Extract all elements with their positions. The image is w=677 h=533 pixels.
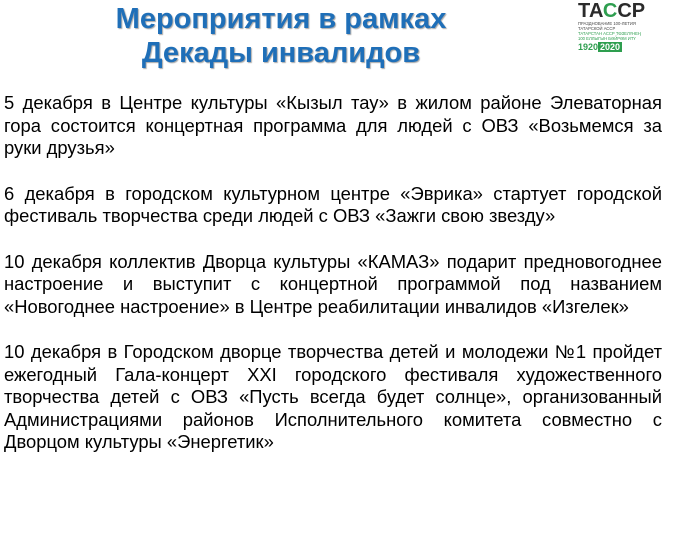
event-paragraph: 5 декабря в Центре культуры «Кызыл тау» в жилом районе Элеваторная гора состоится концертная программа для людей с ОВЗ «Возьмемся за руки друзья» (4, 92, 662, 158)
page-title-line-1: Мероприятия в рамках (115, 3, 447, 35)
logo-years: 1920 2020 (578, 42, 621, 52)
logo-caption-4: 100 ЕЛЛЫГЫН БӘЙРӘМ ИТҮ (578, 36, 636, 41)
logo-wordmark: ТАССР (578, 0, 646, 22)
page-title (0, 2, 677, 70)
event-paragraph: 10 декабря в Городском дворце творчества детей и молодежи №1 пройдет ежегодный Гала-концерт XXI городского фестиваля художественного творчества детей с ОВЗ «Пусть всегда будет солнце», организованный Администрациями районов Исполнительного комитета совместно с Дворцом культуры «Энергетик» (4, 341, 662, 452)
logo-caption-2: ТАТАРСКОЙ АССР (578, 26, 616, 31)
tassr-centenary-logo (578, 1, 674, 55)
logo-caption-3: ТАТАРСТАН АССР ТӨЗЕЛҮНЕҢ (578, 31, 641, 36)
event-paragraph: 10 декабря коллектив Дворца культуры «КАМАЗ» подарит предновогоднее настроение и выступит с концертной программой под названием «Новогоднее настроение» в Центре реабилитации инвалидов «Изгелек» (4, 250, 662, 317)
events-list (4, 92, 662, 477)
page-title-line-2: Декады инвалидов (141, 37, 421, 69)
logo-caption-1: ПРАЗДНОВАНИЕ 100-ЛЕТИЯ (578, 21, 636, 26)
event-paragraph: 6 декабря в городском культурном центре «Эврика» стартует городской фестиваль творчества среди людей с ОВЗ «Зажги свою звезду» (4, 182, 662, 226)
